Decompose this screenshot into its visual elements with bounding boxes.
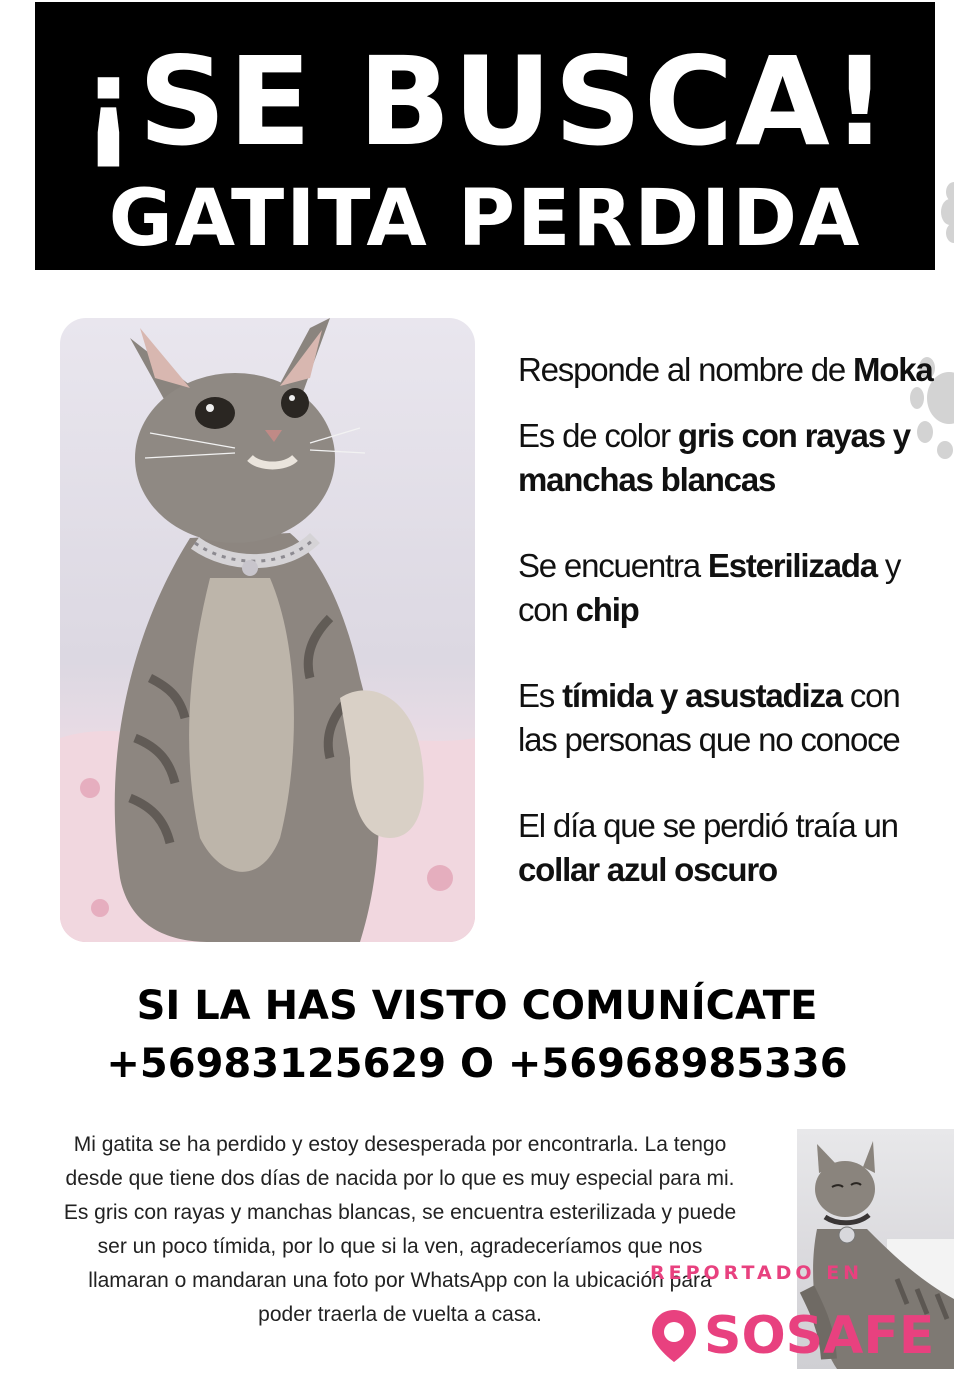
fact-collar: El día que se perdió traía un collar azul oscuro xyxy=(518,807,898,888)
fact-sterilized: Se encuentra Esterilizada y con chip xyxy=(518,547,901,628)
cat-photo xyxy=(60,318,475,942)
fact-temperament: Es tímida y asustadiza con las personas que no conoce xyxy=(518,677,900,758)
poster-subtitle: GATITA PERDIDA xyxy=(108,174,862,264)
header-banner xyxy=(35,2,935,270)
reported-on-label: REPORTADO EN xyxy=(650,1262,864,1284)
cat-details xyxy=(518,348,938,892)
sosafe-location-pin-icon xyxy=(650,1308,698,1364)
cat-illustration xyxy=(60,318,475,942)
contact-heading: SI LA HAS VISTO COMUNÍCATE xyxy=(136,983,818,1029)
sosafe-logo[interactable] xyxy=(650,1306,934,1366)
fact-color: Es de color gris con rayas y manchas blancas xyxy=(518,417,910,498)
sosafe-wordmark: SOSAFE xyxy=(704,1306,935,1366)
fact-name: Responde al nombre de Moka xyxy=(518,351,933,388)
poster-title: ¡SE BUSCA! xyxy=(80,31,890,173)
contact-phones[interactable]: +56983125629 O +56968985336 xyxy=(106,1041,848,1087)
description-paragraph: Mi gatita se ha perdido y estoy desesperada por encontrarla. La tengo desde que tiene dos días de nacida por lo que es muy especial para mi. Es gris con rayas y manchas blancas, se encuentra esterilizada y puede ser un poco tímida, por lo que si la ven, agradeceríamos que nos llamaran o mandaran una foto por WhatsApp con la ubicación para poder traerla de vuelta a casa. xyxy=(63,1133,737,1326)
paw-print-icon xyxy=(928,178,954,248)
